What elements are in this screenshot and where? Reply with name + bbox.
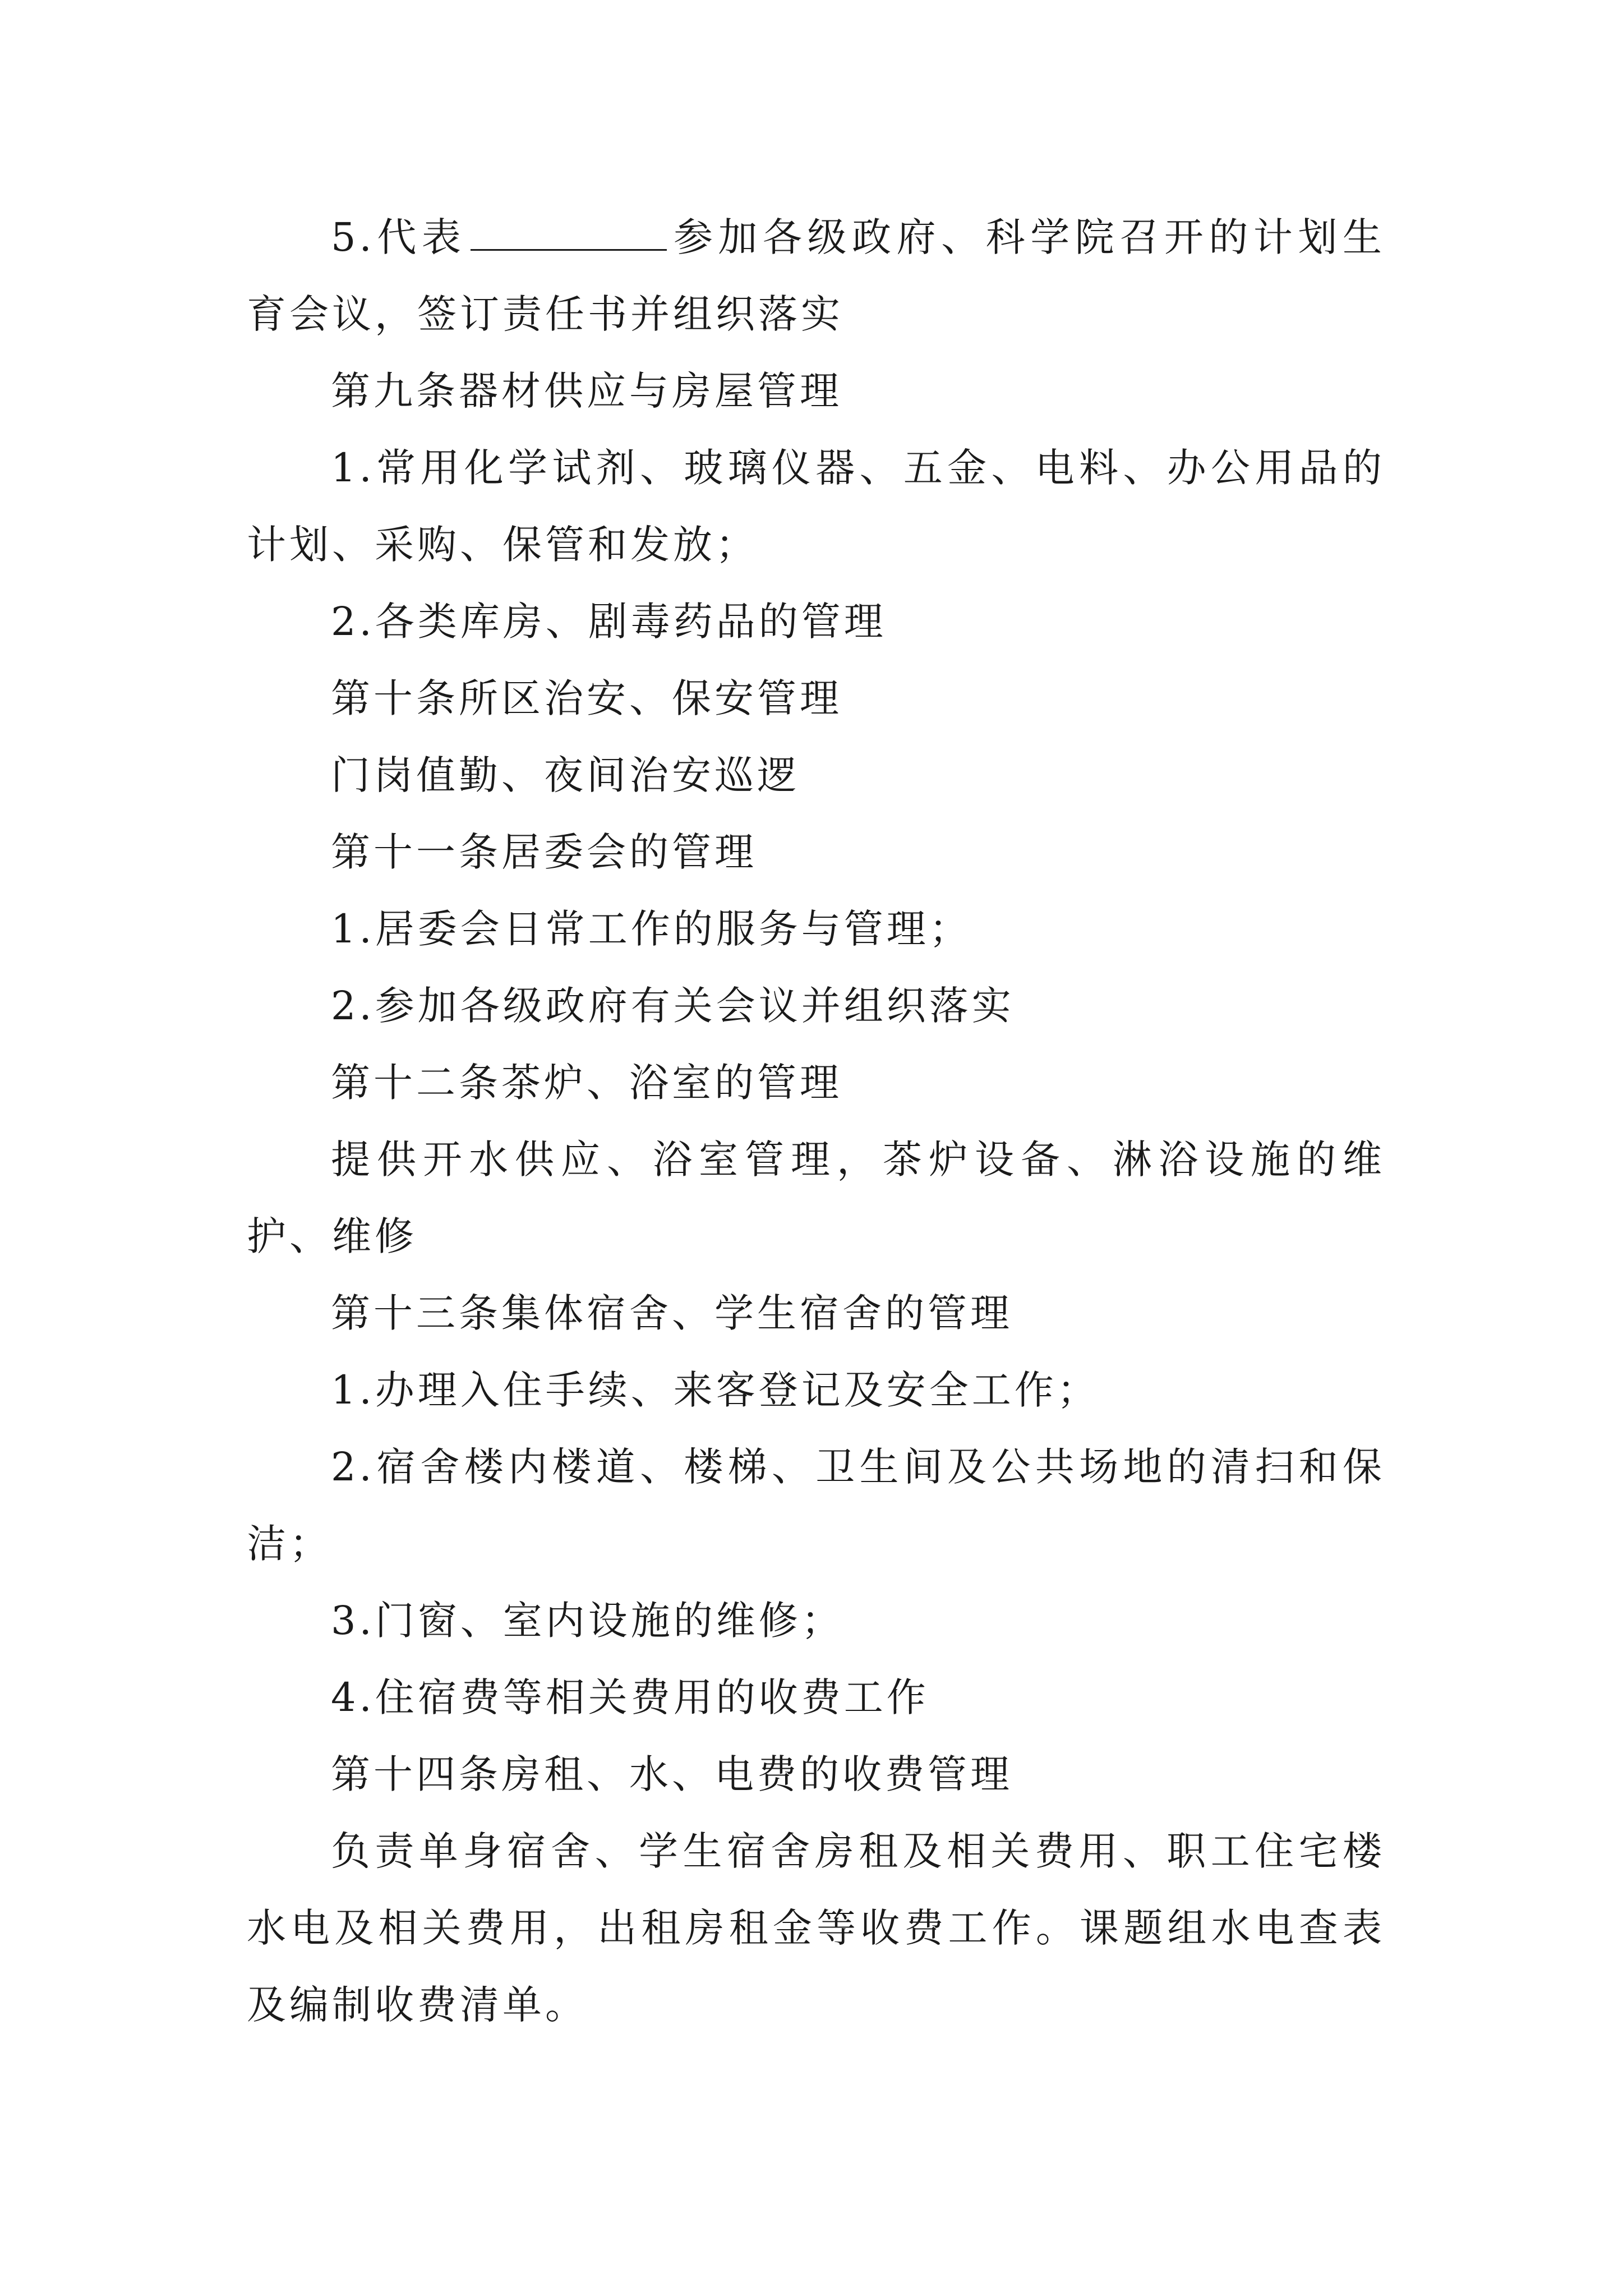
paragraph-text-suffix: 参加各级政府、科学院召开的计划生育会议，签订责任书并组织落实 (247, 214, 1385, 337)
document-body (247, 199, 1385, 2044)
paragraph-item: 3.门窗、室内设施的维修； (331, 1598, 844, 1644)
paragraph-item: 1.居委会日常工作的服务与管理； (331, 906, 972, 952)
paragraph-text-prefix: 5.代表 (331, 214, 467, 260)
paragraph-item: 负责单身宿舍、学生宿舍房租及相关费用、职工住宅楼水电及相关费用，出租房租金等收费工作。课题组水电查表及编制收费清单。 (247, 1828, 1385, 2028)
article-13-heading: 第十三条集体宿舍、学生宿舍的管理 (331, 1290, 1013, 1336)
paragraph-item: 4.住宿费等相关费用的收费工作 (331, 1674, 929, 1720)
article-14-heading: 第十四条房租、水、电费的收费管理 (331, 1751, 1013, 1797)
fill-in-blank (471, 215, 667, 251)
paragraph-item: 1.常用化学试剂、玻璃仪器、五金、电料、办公用品的计划、采购、保管和发放； (247, 445, 1385, 568)
article-11-heading: 第十一条居委会的管理 (331, 829, 757, 875)
paragraph-item: 2.各类库房、剧毒药品的管理 (331, 599, 887, 645)
paragraph-item: 门岗值勤、夜间治安巡逻 (331, 752, 800, 798)
article-12-heading: 第十二条茶炉、浴室的管理 (331, 1060, 842, 1106)
paragraph-item-5 (247, 199, 1385, 353)
paragraph-item: 2.宿舍楼内楼道、楼梯、卫生间及公共场地的清扫和保洁； (247, 1444, 1385, 1567)
paragraph-item: 2.参加各级政府有关会议并组织落实 (331, 983, 1015, 1029)
paragraph-item: 提供开水供应、浴室管理，茶炉设备、淋浴设施的维护、维修 (247, 1137, 1385, 1259)
article-9-heading: 第九条器材供应与房屋管理 (331, 368, 842, 414)
paragraph-item: 1.办理入住手续、来客登记及安全工作； (331, 1367, 1100, 1413)
article-10-heading: 第十条所区治安、保安管理 (331, 675, 842, 721)
